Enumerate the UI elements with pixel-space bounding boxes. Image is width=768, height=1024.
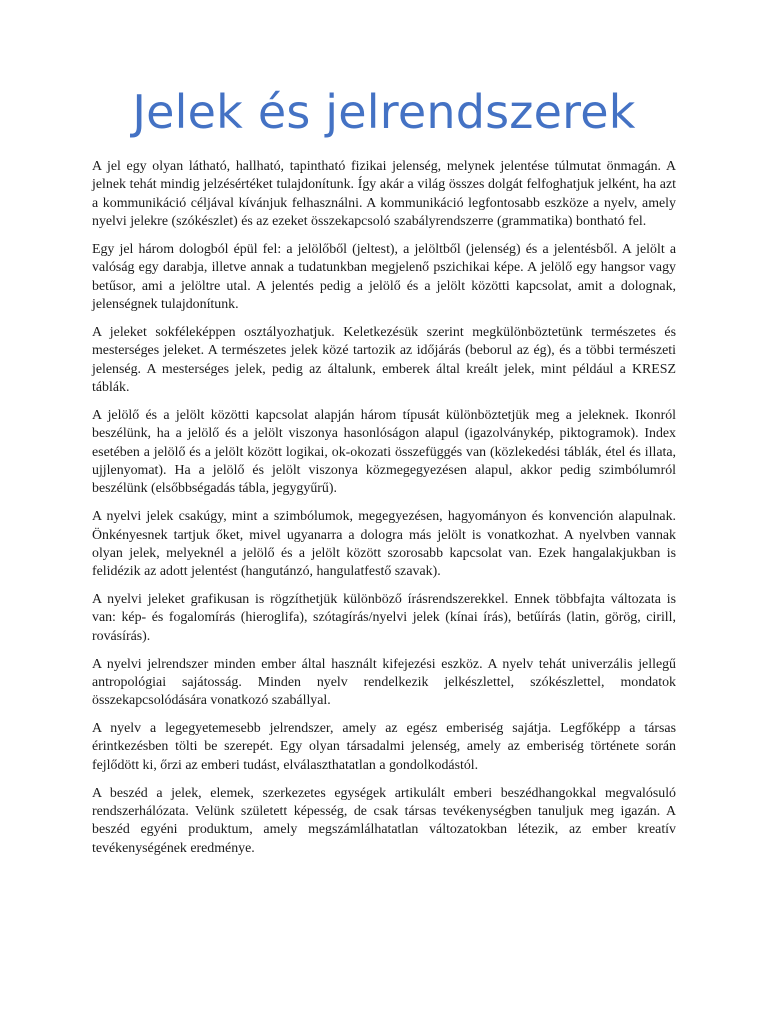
document-body [92,158,676,867]
paragraph-1: A jel egy olyan látható, hallható, tapintható fizikai jelenség, melynek jelentése túlmutat önmagán. A jelnek tehát mindig jelzésértéket tulajdonítunk. Így akár a világ összes dolgát felfoghatjuk jelként, ha azt a kommunikáció céljával kívánjuk felhasználni. A kommunikáció legfontosabb eszköze a nyelv, amely nyelvi jelekre (szókészlet) és az ezeket összekapcsoló szabályrendszerre (grammatika) bontható fel. [92,159,676,230]
paragraph-5: A nyelvi jelek csakúgy, mint a szimbólumok, megegyezésen, hagyományon és konvención alapulnak. Önkényesnek tartjuk őket, mivel ugyanarra a dologra más jelölt is vonatkozhat. A nyelvben vannak olyan jelek, melyeknél a jelölő és a jelölt között szorosabb kapcsolat van. Ezek hangalakjukban is felidézik az adott jelentést (hangutánzó, hangulatfestő szavak). [92,509,676,580]
paragraph-7: A nyelvi jelrendszer minden ember által használt kifejezési eszköz. A nyelv tehát univerzális jellegű antropológiai sajátosság. Minden nyelv rendelkezik jelkészlettel, szókészlettel, mondatok összekapcsolódására vonatkozó szabállyal. [92,656,676,709]
paragraph-8: A nyelv a legegyetemesebb jelrendszer, amely az egész emberiség sajátja. Legfőképp a társas érintkezésben tölti be szerepét. Egy olyan társadalmi jelenség, amely az emberiség története során fejlődött ki, őrzi az emberi tudást, elválaszthatatlan a gondolkodástól. [92,721,676,773]
paragraph-9: A beszéd a jelek, elemek, szerkezetes egységek artikulált emberi beszédhangokkal megvalósuló rendszerhálózata. Velünk született képesség, de csak társas tevékenységben tanuljuk meg igazán. A beszéd egyéni produktum, amely megszámlálhatatlan változatokban létezik, az ember kreatív tevékenységének eredménye. [92,785,676,856]
paragraph-6: A nyelvi jeleket grafikusan is rögzíthetjük különböző írásrendszerekkel. Ennek többfajta változata is van: kép- és fogalomírás (hieroglifa), szótagírás/nyelvi jelek (kínai írás), betűírás (latin, görög, cirill, rovásírás). [92,592,676,644]
paragraph-4: A jelölő és a jelölt közötti kapcsolat alapján három típusát különböztetjük meg a jeleknek. Ikonról beszélünk, ha a jelölő és a jelölt viszonya hasonlóságon alapul (igazolványkép, piktogramok). Index esetében a jelölő és a jelölt között logikai, ok-okozati összefüggés van (közlekedési táblák, étel és illata, ujjlenyomat). Ha a jelölő és jelölt viszonya közmegegyezésen alapul, akkor pedig szimbólumról beszélünk (elsőbbségadás tábla, jegygyűrű). [92,407,676,497]
document-title: Jelek és jelrendszerek [132,85,636,139]
paragraph-3: A jeleket sokféleképpen osztályozhatjuk. Keletkezésük szerint megkülönböztetünk természetes és mesterséges jeleket. A természetes jelek közé tartozik az időjárás (beborul az ég), és a többi természeti jelenség. A mesterséges jelek, pedig az általunk, emberek által kreált jelek, mint például a KRESZ táblák. [92,324,676,396]
paragraph-2: Egy jel három dologból épül fel: a jelölőből (jeltest), a jelöltből (jelenség) és a jelentésből. A jelölt a valóság egy darabja, illetve annak a tudatunkban megjelenő pszichikai képe. A jelölő egy hangsor vagy betűsor, ami a jelöltre utal. A jelentés pedig a jelölő és a jelölt közötti kapcsolat, amit a dolognak, jelenségnek tulajdonítunk. [92,241,676,313]
